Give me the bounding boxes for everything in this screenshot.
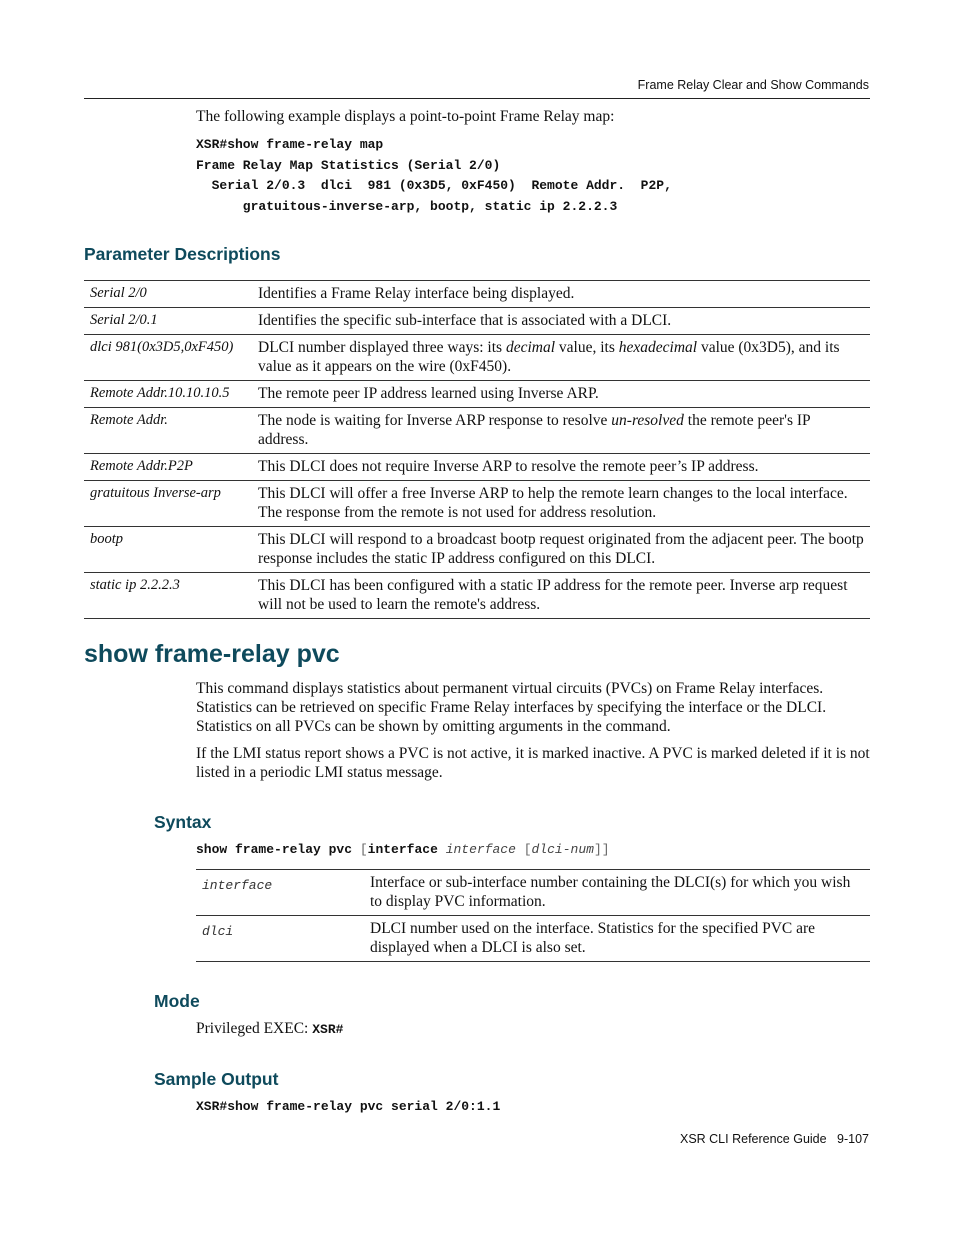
desc-text: value, its — [555, 339, 619, 356]
param-name: gratuitous Inverse-arp — [84, 481, 252, 527]
param-desc — [252, 408, 870, 454]
desc-text: The node is waiting for Inverse ARP response to resolve — [258, 412, 612, 429]
param-desc: This DLCI has been configured with a static IP address for the remote peer. Inverse arp request will not be used to learn the remote's address. — [252, 573, 870, 619]
param-name: static ip 2.2.2.3 — [84, 573, 252, 619]
table-row — [84, 381, 870, 408]
mode-label: Privileged EXEC: — [196, 1020, 309, 1037]
syntax-command: show frame-relay pvc — [196, 842, 353, 857]
syntax-argument: dlci-num — [531, 842, 594, 857]
param-name: Remote Addr. — [84, 408, 252, 454]
parameter-table — [84, 280, 870, 619]
desc-emphasis: hexadecimal — [618, 339, 698, 356]
param-name: Serial 2/0 — [84, 281, 252, 308]
table-row — [84, 308, 870, 335]
syntax-argument: interface — [445, 842, 516, 857]
sample-output-code: XSR#show frame-relay pvc serial 2/0:1.1 — [196, 1099, 501, 1114]
intro-text: The following example displays a point-to-point Frame Relay map: — [196, 108, 615, 125]
sample-output-heading: Sample Output — [154, 1069, 279, 1089]
param-name: Remote Addr.10.10.10.5 — [84, 381, 252, 408]
code-line: Serial 2/0.3 dlci 981 (0x3D5, 0xF450) Remote Addr. P2P, — [196, 178, 672, 193]
syntax-param-name: interface — [196, 870, 364, 916]
footer-guide-title: XSR CLI Reference Guide — [679, 1132, 827, 1146]
param-name: bootp — [84, 527, 252, 573]
param-name: Serial 2/0.1 — [84, 308, 252, 335]
command-note: If the LMI status report shows a PVC is not active, it is marked inactive. A PVC is marked deleted if it is not listed in a periodic LMI status message. — [196, 745, 870, 781]
syntax-line — [196, 840, 610, 861]
table-row — [196, 916, 870, 962]
footer-page-number: 9-107 — [837, 1132, 869, 1146]
mode-heading: Mode — [154, 991, 200, 1011]
code-line: Frame Relay Map Statistics (Serial 2/0) — [196, 157, 501, 173]
code-line: gratuitous-inverse-arp, bootp, static ip 2.2.2.3 — [196, 198, 618, 214]
syntax-param-name: dlci — [196, 916, 364, 962]
code-line: XSR#show frame-relay map — [196, 137, 384, 152]
param-desc: Identifies the specific sub-interface that is associated with a DLCI. — [252, 308, 870, 335]
table-row — [84, 454, 870, 481]
syntax-bracket: ]] — [593, 842, 610, 857]
param-desc: This DLCI will respond to a broadcast bootp request originated from the adjacent peer. The bootp response includes the static IP address configured on this DLCI. — [252, 527, 870, 573]
table-row — [84, 527, 870, 573]
mode-text — [196, 1019, 343, 1039]
mode-prompt: XSR# — [312, 1022, 344, 1037]
desc-emphasis: decimal — [505, 339, 556, 356]
param-desc: This DLCI will offer a free Inverse ARP to help the remote learn changes to the local interface. The response from the remote is not used for address resolution. — [252, 481, 870, 527]
param-desc: Identifies a Frame Relay interface being displayed. — [252, 281, 870, 308]
syntax-bracket: [ — [359, 842, 368, 857]
table-row — [84, 408, 870, 454]
param-desc — [252, 335, 870, 381]
param-desc: This DLCI does not require Inverse ARP to resolve the remote peer’s IP address. — [252, 454, 870, 481]
desc-text: the remote peer's IP address. — [258, 412, 811, 448]
table-row — [84, 481, 870, 527]
map-code-block — [196, 135, 672, 217]
desc-text: DLCI number displayed three ways: its — [258, 339, 506, 356]
param-desc: The remote peer IP address learned using Inverse ARP. — [252, 381, 870, 408]
syntax-heading: Syntax — [154, 812, 212, 832]
command-title: show frame-relay pvc — [84, 640, 340, 668]
syntax-param-desc: Interface or sub-interface number containing the DLCI(s) for which you wish to display PVC information. — [364, 870, 870, 916]
param-name: Remote Addr.P2P — [84, 454, 252, 481]
syntax-parameter-table — [196, 869, 870, 962]
running-header-title: Frame Relay Clear and Show Commands — [637, 78, 869, 92]
table-row — [84, 573, 870, 619]
syntax-param-desc: DLCI number used on the interface. Statistics for the specified PVC are displayed when a DLCI is also set. — [364, 916, 870, 962]
header-rule — [84, 98, 870, 99]
table-row — [84, 335, 870, 381]
param-name: dlci 981(0x3D5,0xF450) — [84, 335, 252, 381]
desc-text: value (0x3D5), and its value as it appears on the wire (0xF450). — [258, 339, 840, 375]
table-row — [84, 281, 870, 308]
page-footer — [680, 1132, 869, 1146]
parameter-descriptions-heading: Parameter Descriptions — [84, 244, 281, 264]
desc-emphasis: un-resolved — [611, 412, 684, 429]
table-row — [196, 870, 870, 916]
syntax-keyword: interface — [367, 842, 438, 857]
syntax-bracket: [ — [523, 842, 532, 857]
running-header — [638, 78, 869, 92]
command-description: This command displays statistics about permanent virtual circuits (PVCs) on Frame Relay interfaces. Statistics can be retrieved on specific Frame Relay interfaces by specifying the interface or the DLCI. Statistics on all PVCs can be shown by omitting arguments in the command. — [196, 680, 827, 735]
